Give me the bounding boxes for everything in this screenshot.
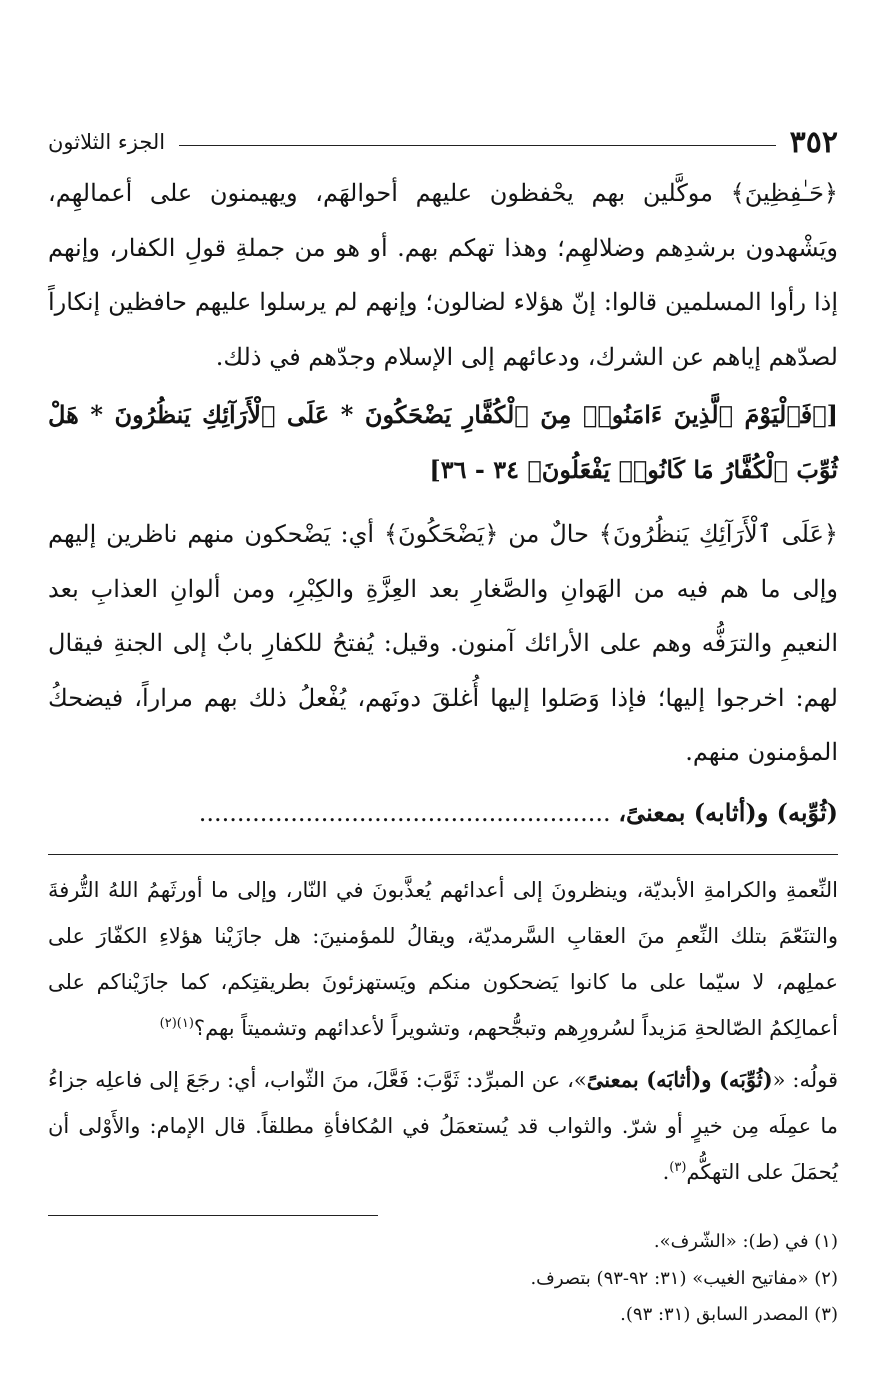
footnote-2: (٢) «مفاتيح الغيب» (٣١: ٩٢-٩٣) بتصرف. xyxy=(530,1267,838,1289)
highlighted-phrase: (ثُوِّبه) و(أثابه) بمعنىً، xyxy=(618,797,838,827)
footnotes-separator xyxy=(48,1215,378,1216)
note-ref-3: (٣) xyxy=(669,1160,687,1175)
note-ref-2: (٢) xyxy=(159,1016,177,1031)
quran-verse: [﴿فَٱلْيَوْمَ ٱلَّذِينَ ءَامَنُوا۟ مِنَ ٱلْكُفَّارِ يَضْحَكُونَ * عَلَى ٱلْأَرَآئِكِ يَنظُرُونَ * هَلْ ثُوِّبَ ٱلْكُفَّارُ مَا كَانُوا۟ يَفْعَلُونَ﴾ ٣٤ - ٣٦] xyxy=(48,400,838,484)
footnote-3: (٣) المصدر السابق (٣١: ٩٣). xyxy=(620,1304,838,1325)
note-paragraph-2 xyxy=(48,1057,838,1195)
notes-separator xyxy=(48,854,838,855)
note-paragraph-1 xyxy=(48,867,838,1051)
main-text xyxy=(48,166,838,840)
note-2-end: . xyxy=(662,1160,670,1184)
footnote-1: (١) في (ط): «الشّرف». xyxy=(653,1231,838,1252)
ellipsis-dots: ...................................................... xyxy=(198,798,611,827)
note-2-phrase: (ثُوِّبَه) و(أثابَه) بمعنىً xyxy=(586,1067,773,1092)
main-paragraph-1: ﴿حَـٰفِظِينَ﴾ موكَّلين بهم يحْفظون عليهم أحوالهَم، ويهيمنون على أعمالهِم، ويَشْهدون برشدِهم وضلالهِم؛ وهذا تهكم بهم. أو هو من جملةِ قولِ الكفار، وإنهم إذا رأوا المسلمين قالوا: إنّ هؤلاء لضالون؛ وإنهم لم يرسلوا عليهم حافظين إنكاراً لصدّهم إياهم عن الشرك، ودعائهم إلى الإسلام وجدّهم في ذلك. xyxy=(48,179,838,371)
note-ref-1: (١) xyxy=(176,1016,194,1031)
margin-notes xyxy=(48,867,838,1195)
page-number: ٣٥٢ xyxy=(789,124,838,160)
footnotes xyxy=(48,1224,838,1334)
part-title: الجزء الثلاثون xyxy=(48,130,166,154)
book-page xyxy=(48,118,838,1334)
page-header xyxy=(48,118,838,166)
header-rule xyxy=(179,145,776,146)
note-1-text: النِّعمةِ والكرامةِ الأبديّة، وينظرونَ إلى أعدائهم يُعذَّبونَ في النّار، وإلى ما أورثَهمُ اللهُ التُّرفةَ والتنَعّمَ بتلك النِّعمِ منَ العقابِ السَّرمديّة، ويقالُ للمؤمنينَ: هل جازَيْنا هؤلاءِ الكفّارَ على عملِهم، لا سيّما على ما كانوا يَضحكون منكم ويَستهزئونَ بطريقتِكم، كما جازَيْناكم على أعمالِكمُ الصّالحةِ مَزيداً لسُرورِهم وتبجُّحهم، وتشويراً لأعدائهم وتشميتاً بهم؟ xyxy=(48,878,838,1040)
main-paragraph-2: ﴿عَلَى ٱلْأَرَآئِكِ يَنظُرُونَ﴾ حالٌ من ﴿يَضْحَكُونَ﴾ أي: يَضْحكون منهم ناظرين إليهم وإلى ما هم فيه من الهَوانِ والصَّغارِ بعد العِزَّةِ والكِبْرِ، ومن ألوانِ العذابِ بعد النعيمِ والترَفُّه وهم على الأرائك آمنون. وقيل: يُفتحُ للكفارِ بابٌ إلى الجنةِ فيقال لهم: اخرجوا إليها؛ فإذا وَصَلوا إليها أُغلقَ دونَهم، يُفْعلُ ذلك بهم مراراً، فيضحكُ المؤمنون منهم. xyxy=(48,520,838,766)
main-paragraph-3 xyxy=(48,786,838,841)
note-2-text: »، عن المبرِّد: ثَوَّبَ: فَعَّلَ، منَ الثّواب، أي: رجَعَ إلى فاعلِه جزاءُ ما عمِلَه مِن خيرٍ أو شرّ. والثواب قد يُستعمَلُ في المُكافأةِ مطلقاً. قال الإمام: والأَوْلى أن يُحمَلَ على التهكُّم xyxy=(48,1068,838,1184)
note-2-intro: قولُه: « xyxy=(772,1068,838,1092)
